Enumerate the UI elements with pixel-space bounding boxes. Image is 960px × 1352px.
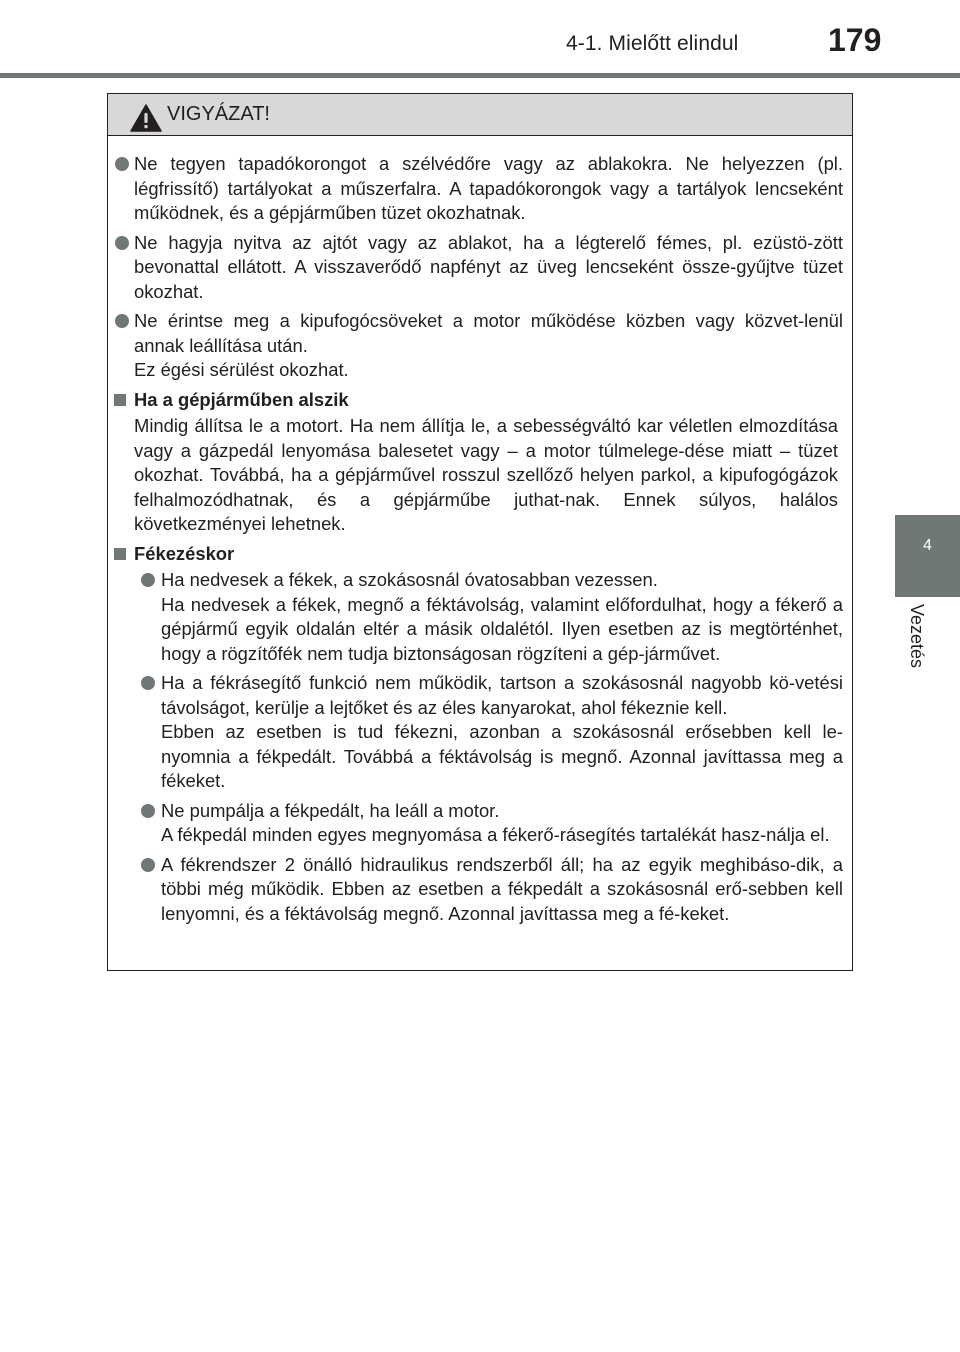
section-heading [113, 542, 843, 567]
paragraph-text: A fékrendszer 2 önálló hidraulikus rendszerből áll; ha az egyik meghibáso-dik, a többi még működik. Ebben az esetben a fékpedált a szokásosnál erő-sebben kell lenyomni, és a féktávolság megnő. Azonnal javíttassa meg a fé-keket. [161, 853, 843, 924]
page-number: 179 [828, 22, 882, 58]
bullet-item [113, 231, 843, 305]
section-title: Ha a gépjárműben alszik [134, 388, 349, 410]
bullet-dot-icon [141, 573, 155, 587]
bullet-dot-icon [115, 157, 129, 171]
caution-content [113, 152, 843, 931]
header-rule [0, 73, 960, 78]
chapter-label [893, 604, 937, 714]
paragraph-text: Mindig állítsa le a motort. Ha nem állítja le, a sebességváltó kar véletlen elmozdítása vagy a gázpedál lenyomása balesetet vagy – a motor túlmelege-dése miatt – tüzet okozhat. Továbbá, ha a gépjárművel rosszul szellőző helyen parkol, a kipufogógázok felhalmozódhatnak, és a gépjárműbe juthat-nak. Ennek súlyos, halálos következményei lehetnek. [134, 415, 838, 534]
section-heading [113, 388, 843, 413]
square-bullet-icon [114, 548, 126, 560]
paragraph-text: Ha a fékrásegítő funkció nem működik, tartson a szokásosnál nagyobb kö-vetési távolságot, kerülje a lejtőket és az éles kanyarokat, ahol fékeznie kell. Ebben az esetben is tud fékezni, azonban a szokásosnál erősebben kell le-nyomnia a fékpedált. Továbbá a féktávolság is megnő. Azonnal javíttassa meg a fékeket. [161, 672, 843, 791]
section-title: 4-1. Mielőtt elindul [566, 32, 739, 55]
bullet-dot-icon [115, 314, 129, 328]
bullet-dot-icon [141, 804, 155, 818]
bullet-item [113, 799, 843, 848]
bullet-item [113, 568, 843, 666]
paragraph-text: Ne hagyja nyitva az ajtót vagy az ablakot, ha a légterelő fémes, pl. ezüstö-zött bevonattal ellátott. A visszaverődő napfényt az üveg lencseként össze-gyűjtve tüzet okozhat. [134, 231, 843, 302]
bullet-item [113, 309, 843, 383]
caution-title: VIGYÁZAT! [167, 103, 270, 125]
chapter-number: 4 [923, 537, 932, 554]
bullet-item [113, 671, 843, 794]
section-body [113, 414, 838, 537]
square-bullet-icon [114, 394, 126, 406]
paragraph-text: Ne tegyen tapadókorongot a szélvédőre vagy az ablakokra. Ne helyezzen (pl. légfrissítő) tartályokat a műszerfalra. A tapadókorongok vagy a tartályok lencseként működnek, és a gépjárműben tüzet okozhatnak. [134, 153, 843, 223]
warning-triangle-icon [130, 104, 162, 132]
chapter-tab [895, 515, 960, 597]
section-title: Fékezéskor [134, 542, 235, 564]
caution-header [108, 94, 852, 136]
paragraph-text: Ne érintse meg a kipufogócsöveket a motor működése közben vagy közvet-lenül annak leállítása után. Ez égési sérülést okozhat. [134, 310, 843, 380]
paragraph-text: Ne pumpálja a fékpedált, ha leáll a motor. A fékpedál minden egyes megnyomása a fékerő-rásegítés tartalékát hasz-nálja el. [161, 799, 830, 845]
chapter-label-text: Vezetés [907, 604, 927, 669]
bullet-item [113, 152, 843, 226]
bullet-dot-icon [141, 858, 155, 872]
bullet-item [113, 853, 843, 927]
paragraph-text: Ha nedvesek a fékek, a szokásosnál óvatosabban vezessen. Ha nedvesek a fékek, megnő a féktávolság, valamint előfordulhat, hogy a fékerő a gépjármű egyik oldalán eltér a másik oldalétól. Ilyen esetben az is megtörténhet, hogy a rögzítőfék nem tudja biztonságosan rögzíteni a gép-járművet. [161, 569, 843, 664]
bullet-dot-icon [141, 676, 155, 690]
bullet-dot-icon [115, 236, 129, 250]
